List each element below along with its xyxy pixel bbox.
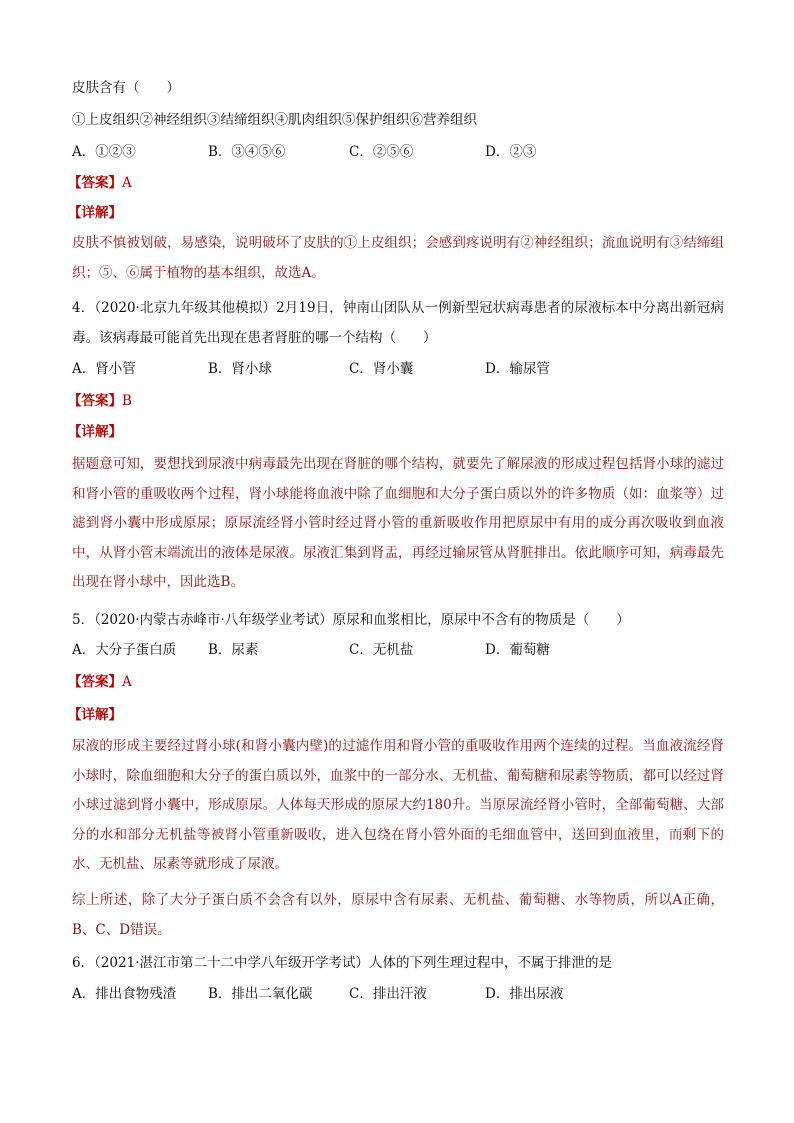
q4-explanation: 据题意可知，要想找到尿液中病毒最先出现在肾脏的哪个结构，就要先了解尿液的形成过程包括肾小球的滤过和肾小管的重吸收两个过程，肾小球能将血液中除了血细胞和大分子蛋白质以外的许多物质（如：血浆等）过滤到肾小囊中形成原尿；原尿流经肾小管时经过肾小管的重新吸收作用把原尿中有用的成分再次吸收到血液中，从肾小管末端流出的液体是尿液。尿液汇集到肾盂，再经过输尿管从肾脏排出。依此顺序可知，病毒最先出现在肾小球中，因此选B。 — [72, 456, 724, 590]
q4-option-c: C．肾小囊 — [349, 361, 414, 377]
q6-option-d: D．排出尿液 — [485, 986, 564, 1002]
q3-option-d: D．②③ — [485, 144, 537, 160]
q4-option-d: D．输尿管 — [485, 361, 550, 377]
answer-label: 【答案】 — [68, 674, 122, 690]
q6-option-c: C．排出汗液 — [349, 986, 427, 1002]
q6-option-a: A．排出食物残渣 — [72, 986, 177, 1002]
q4-option-b: B．肾小球 — [208, 361, 272, 377]
q3-stem-tail: 皮肤含有（ ） — [72, 80, 180, 96]
q6-option-b: B．排出二氧化碳 — [208, 986, 313, 1002]
q3-option-b: B．③④⑤⑥ — [208, 144, 286, 160]
q3-answer — [68, 173, 132, 193]
q3-detail-label: 【详解】 — [68, 205, 122, 221]
q5-explanation-p2: 综上所述，除了大分子蛋白质不会含有以外，原尿中含有尿素、无机盐、葡萄糖、水等物质，所以A正确，B、C、D错误。 — [72, 892, 724, 938]
q6-stem: 6．（2021·湛江市第二十二中学八年级开学考试）人体的下列生理过程中，不属于排泄的是 — [72, 955, 612, 971]
answer-value: A — [122, 674, 132, 690]
q6-options — [72, 984, 732, 1004]
q4-option-a: A．肾小管 — [72, 361, 136, 377]
q3-option-c: C．②⑤⑥ — [349, 144, 414, 160]
q5-option-b: B．尿素 — [208, 642, 259, 658]
q5-stem: 5．（2020·内蒙古赤峰市·八年级学业考试）原尿和血浆相比，原尿中不含有的物质是（ ） — [72, 612, 630, 628]
q5-option-a: A．大分子蛋白质 — [72, 642, 177, 658]
q5-explanation-p1: 尿液的形成主要经过肾小球(和肾小囊内壁)的过滤作用和肾小管的重吸收作用两个连续的过程。当血液流经肾小球时，除血细胞和大分子的蛋白质以外，血浆中的一部分水、无机盐、葡萄糖和尿素等物质，都可以经过肾小球过滤到肾小囊中，形成原尿。人体每天形成的原尿大约180升。当原尿流经肾小管时，全部葡萄糖、大部分的水和部分无机盐等被肾小管重新吸收，进入包绕在肾小管外面的毛细血管中，送回到血液里，而剩下的水、无机盐、尿素等就形成了尿液。 — [72, 738, 724, 872]
q5-options — [72, 640, 732, 660]
q5-detail-label: 【详解】 — [68, 707, 122, 723]
q3-options — [72, 142, 732, 162]
q3-explanation: 皮肤不慎被划破，易感染，说明破坏了皮肤的①上皮组织；会感到疼说明有②神经组织；流血说明有③结缔组织；⑤、⑥属于植物的基本组织，故选A。 — [72, 235, 724, 281]
answer-value: A — [122, 175, 132, 191]
answer-label: 【答案】 — [68, 393, 122, 409]
q5-option-d: D．葡萄糖 — [485, 642, 550, 658]
q4-detail-label: 【详解】 — [68, 424, 122, 440]
answer-value: B — [122, 393, 132, 409]
q3-choices-line: ①上皮组织②神经组织③结缔组织④肌肉组织⑤保护组织⑥营养组织 — [72, 112, 477, 128]
q4-options — [72, 359, 732, 379]
q4-stem: 4．（2020·北京九年级其他模拟）2月19日，钟南山团队从一例新型冠状病毒患者的尿液标本中分离出新冠病毒。该病毒最可能首先出现在患者肾脏的哪一个结构（ ） — [72, 300, 724, 346]
q3-option-a: A．①②③ — [72, 144, 136, 160]
q5-answer — [68, 672, 132, 692]
answer-label: 【答案】 — [68, 175, 122, 191]
q4-answer — [68, 391, 132, 411]
q5-option-c: C．无机盐 — [349, 642, 414, 658]
